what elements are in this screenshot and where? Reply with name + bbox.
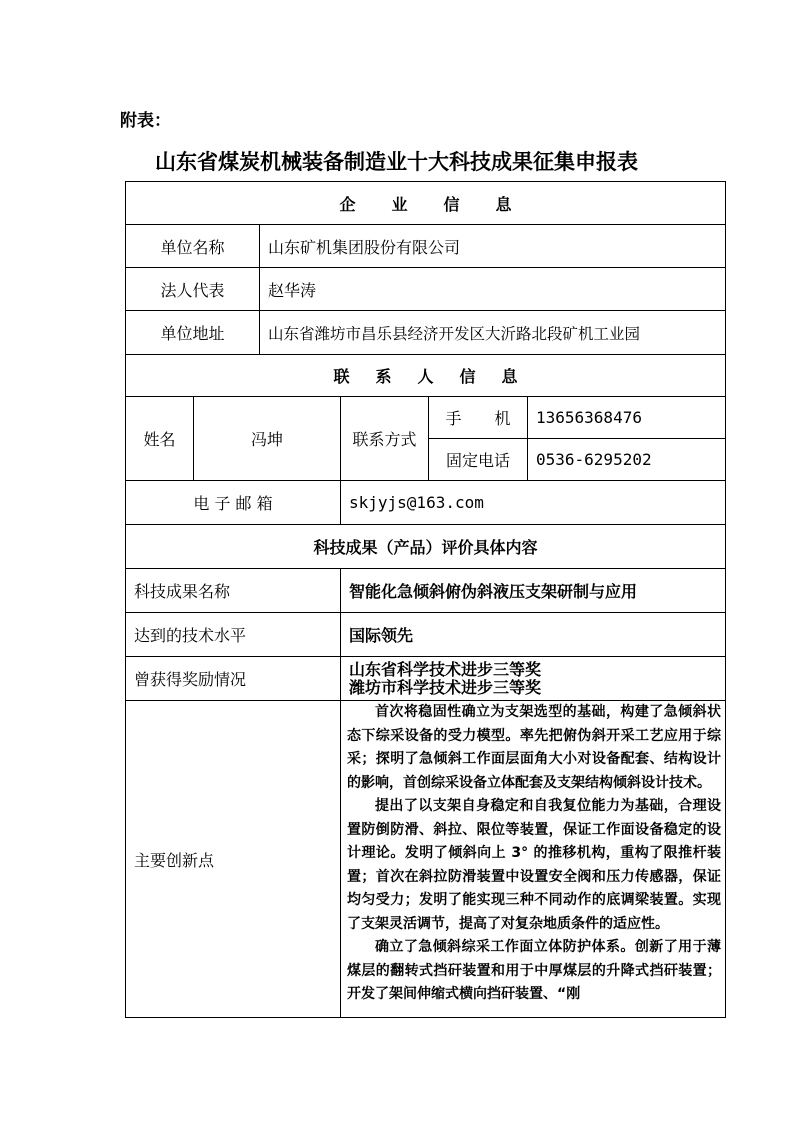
awards-label: 曾获得奖励情况 <box>126 657 341 701</box>
address-row <box>126 311 726 355</box>
legal-rep-label: 法人代表 <box>126 268 260 311</box>
evaluation-section-row <box>126 525 726 569</box>
innovation-paragraph: 提出了以支架自身稳定和自我复位能力为基础，合理设置防倒防滑、斜拉、限位等装置，保证工作面设备稳定的设计理论。发明了倾斜向上 3° 的推移机构，重构了限推杆装置；首次在斜拉防滑装置中设置安全阀和压力传感器，保证均匀受力；发明了能实现三种不同动作的底调梁装置。实现了支架灵活调节，提高了对复杂地质条件的适应性。 <box>347 798 722 932</box>
unit-name-label: 单位名称 <box>126 225 260 268</box>
innovation-row <box>126 701 726 1018</box>
email-label: 电 子 邮 箱 <box>126 481 341 525</box>
address-value: 山东省潍坊市昌乐县经济开发区大沂路北段矿机工业园 <box>260 311 726 355</box>
innovation-label: 主要创新点 <box>126 701 341 1018</box>
legal-rep-value: 赵华涛 <box>260 268 726 311</box>
contact-mobile-row <box>126 397 726 439</box>
unit-name-value: 山东矿机集团股份有限公司 <box>260 225 726 268</box>
achievement-label: 科技成果名称 <box>126 569 341 613</box>
innovation-paragraph: 首次将稳固性确立为支架选型的基础，构建了急倾斜状态下综采设备的受力模型。率先把俯伪斜开采工艺应用于综采；探明了急倾斜工作面层面角大小对设备配套、结构设计的影响，首创综采设备立体配套及支架结构倾斜设计技术。 <box>347 704 722 791</box>
achievement-value: 智能化急倾斜俯伪斜液压支架研制与应用 <box>341 569 726 613</box>
enterprise-section-row <box>126 182 726 225</box>
contact-name-label: 姓名 <box>126 397 194 481</box>
address-label: 单位地址 <box>126 311 260 355</box>
tech-level-label: 达到的技术水平 <box>126 613 341 657</box>
unit-name-row <box>126 225 726 268</box>
awards-row <box>126 657 726 701</box>
award-item: 潍坊市科学技术进步三等奖 <box>349 677 542 697</box>
application-form-table <box>125 181 726 1018</box>
award-item: 山东省科学技术进步三等奖 <box>349 659 542 679</box>
email-row <box>126 481 726 525</box>
contact-section-title: 联系人信息 <box>126 355 726 397</box>
phone-value: 0536-6295202 <box>528 439 726 481</box>
mobile-label: 手 机 <box>429 397 528 439</box>
contact-name-value: 冯坤 <box>194 397 341 481</box>
enterprise-section-title: 企业信息 <box>126 182 726 225</box>
achievement-row <box>126 569 726 613</box>
innovation-content <box>341 701 726 1018</box>
awards-list <box>341 657 726 701</box>
form-title: 山东省煤炭机械装备制造业十大科技成果征集申报表 <box>155 150 638 174</box>
email-value: skjyjs@163.com <box>341 481 726 525</box>
contact-method-label: 联系方式 <box>341 397 429 481</box>
tech-level-value: 国际领先 <box>341 613 726 657</box>
phone-label: 固定电话 <box>429 439 528 481</box>
legal-rep-row <box>126 268 726 311</box>
mobile-value: 13656368476 <box>528 397 726 439</box>
tech-level-row <box>126 613 726 657</box>
attachment-label: 附表： <box>120 111 171 131</box>
innovation-paragraph: 确立了急倾斜综采工作面立体防护体系。创新了用于薄煤层的翻转式挡矸装置和用于中厚煤层的升降式挡矸装置；开发了架间伸缩式横向挡矸装置、“刚 <box>347 939 722 1002</box>
contact-section-row <box>126 355 726 397</box>
evaluation-section-title: 科技成果（产品）评价具体内容 <box>126 525 726 569</box>
